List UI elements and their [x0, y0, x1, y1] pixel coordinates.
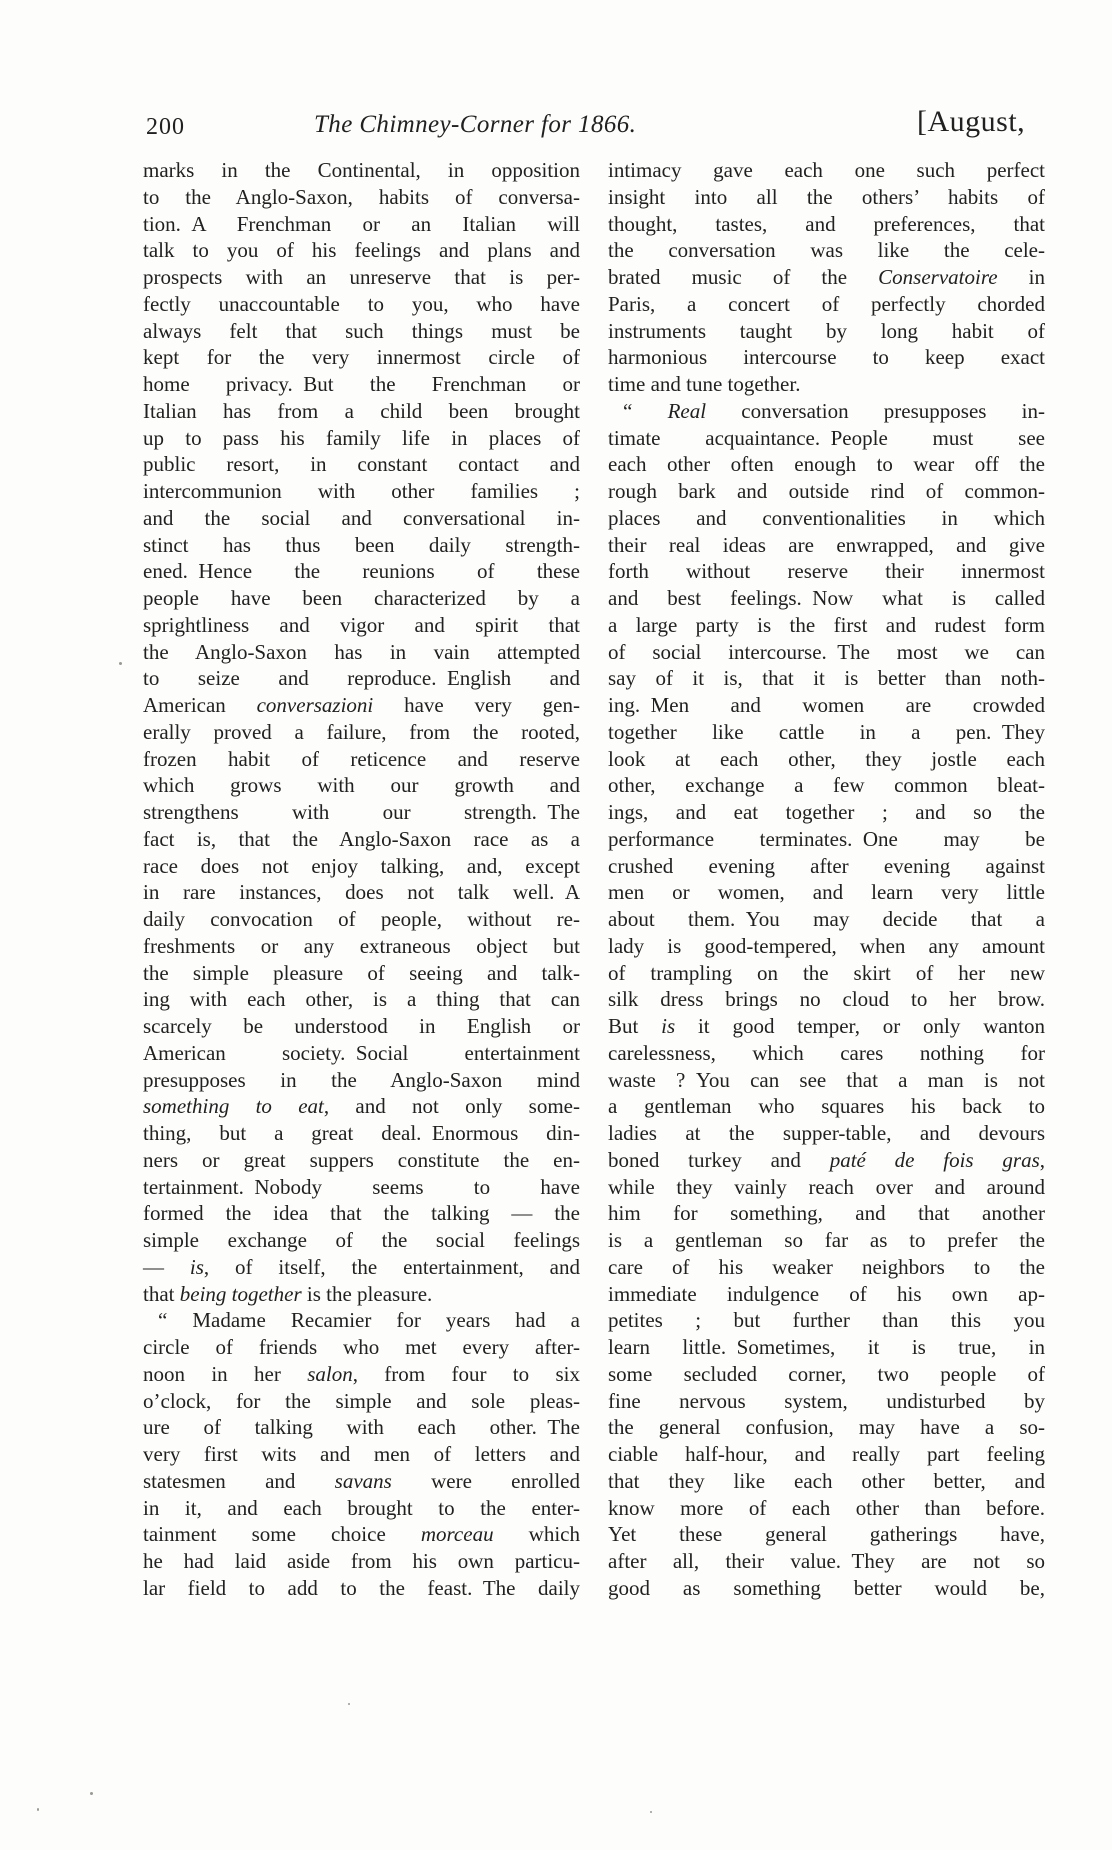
text-line: the Anglo-Saxon has in vain attempted — [143, 639, 580, 664]
text-line: and the social and conversational in- — [143, 505, 580, 530]
text-line: look at each other, they jostle each — [608, 746, 1045, 771]
text-line: people have been characterized by a — [143, 586, 580, 610]
text-line: formed the idea that the talking — the — [143, 1201, 580, 1226]
text-line: places and conventionalities in which — [608, 505, 1045, 530]
text-line: But is it good temper, or only wanton — [608, 1014, 1046, 1038]
text-line: simple exchange of the social feelings — [143, 1228, 580, 1252]
text-line: American society. Social entertainment — [143, 1040, 580, 1065]
text-line: fine nervous system, undisturbed by — [608, 1388, 1045, 1413]
text-line: learn little. Sometimes, it is true, in — [608, 1335, 1045, 1359]
text-line: performance terminates. One may be — [608, 826, 1045, 851]
text-line: that being together is the pleasure. — [143, 1281, 433, 1306]
text-line: some secluded corner, two people of — [608, 1361, 1045, 1386]
text-line: harmonious intercourse to keep exact — [608, 345, 1045, 370]
text-line: the general confusion, may have a so- — [608, 1415, 1045, 1440]
text-line: crushed evening after evening against — [608, 853, 1045, 878]
text-line: daily convocation of people, without re- — [143, 907, 580, 931]
text-line: intimacy gave each one such perfect — [608, 158, 1045, 182]
text-line: boned turkey and paté de fois gras, — [608, 1147, 1045, 1172]
text-line: a large party is the first and rudest form — [608, 612, 1045, 637]
text-line: fectly unaccountable to you, who have — [143, 291, 580, 316]
text-line: thought, tastes, and preferences, that — [608, 211, 1045, 236]
text-line: about them. You may decide that a — [608, 907, 1045, 931]
text-line: in it, and each brought to the enter- — [143, 1495, 580, 1520]
text-line: of social intercourse. The most we can — [608, 639, 1045, 664]
paragraph — [143, 157, 580, 1307]
text-line: very first wits and men of letters and — [143, 1442, 580, 1466]
text-line: kept for the very innermost circle of — [143, 345, 580, 370]
paragraph — [608, 398, 1045, 1602]
text-line: erally proved a failure, from the rooted, — [143, 719, 580, 744]
text-line: “ Real conversation presupposes in- — [623, 398, 1046, 423]
text-line: frozen habit of reticence and reserve — [143, 746, 580, 771]
text-line: fact is, that the Anglo-Saxon race as a — [143, 826, 580, 851]
text-line: circle of friends who met every after- — [143, 1335, 580, 1359]
paragraph — [608, 157, 1045, 398]
text-line: always felt that such things must be — [143, 318, 580, 343]
text-line: lar field to add to the feast. The daily — [143, 1575, 580, 1600]
text-line: something to eat, and not only some- — [143, 1094, 580, 1119]
text-line: carelessness, which cares nothing for — [608, 1040, 1045, 1065]
text-line: sprightliness and vigor and spirit that — [143, 612, 580, 637]
text-line: insight into all the others’ habits of — [608, 184, 1045, 209]
text-line: stinct has thus been daily strength- — [143, 532, 580, 557]
text-line: to the Anglo-Saxon, habits of conversa- — [143, 184, 580, 209]
text-line: tainment some choice morceau which — [143, 1522, 580, 1547]
text-line: men or women, and learn very little — [608, 880, 1045, 905]
text-line: thing, but a great deal. Enormous din- — [143, 1121, 580, 1145]
text-line: marks in the Continental, in opposition — [143, 158, 580, 182]
text-line: a gentleman who squares his back to — [608, 1094, 1045, 1119]
text-line: scarcely be understood in English or — [143, 1014, 580, 1038]
text-line: he had laid aside from his own particu- — [143, 1549, 580, 1573]
text-line: timate acquaintance. People must see — [608, 425, 1045, 450]
text-line: talk to you of his feelings and plans and — [143, 238, 580, 263]
text-line: silk dress brings no cloud to her brow. — [608, 987, 1045, 1012]
text-line: their real ideas are enwrapped, and give — [608, 532, 1045, 557]
text-line: to seize and reproduce. English and — [143, 666, 580, 691]
text-line: and best feelings. Now what is called — [608, 586, 1045, 610]
left-column — [143, 157, 580, 1602]
text-line: noon in her salon, from four to six — [143, 1361, 580, 1386]
text-line: ners or great suppers constitute the en- — [143, 1147, 580, 1172]
scan-speck — [119, 662, 122, 665]
text-line: tion. A Frenchman or an Italian will — [143, 211, 580, 236]
text-line: home privacy. But the Frenchman or — [143, 372, 580, 396]
right-column — [608, 157, 1045, 1602]
text-line: good as something better would be, — [608, 1575, 1045, 1600]
text-line: ing with each other, is a thing that can — [143, 987, 580, 1012]
text-line: race does not enjoy talking, and, except — [143, 853, 580, 878]
text-line: forth without reserve their innermost — [608, 559, 1045, 584]
text-line: while they vainly reach over and around — [608, 1174, 1045, 1199]
text-line: brated music of the Conservatoire in — [608, 265, 1045, 289]
text-line: other, exchange a few common bleat- — [608, 773, 1045, 798]
text-line: the simple pleasure of seeing and talk- — [143, 960, 580, 985]
text-line: rough bark and outside rind of common- — [608, 479, 1045, 503]
text-line: public resort, in constant contact and — [143, 452, 580, 477]
text-line: ladies at the supper-table, and devours — [608, 1121, 1045, 1145]
text-line: is a gentleman so far as to prefer the — [608, 1228, 1045, 1252]
text-line: lady is good-tempered, when any amount — [608, 933, 1045, 958]
text-line: that they like each other better, and — [608, 1468, 1045, 1493]
text-line: Paris, a concert of perfectly chorded — [608, 291, 1045, 316]
text-line: say of it is, that it is better than noth- — [608, 666, 1045, 691]
text-line: o’clock, for the simple and sole pleas- — [143, 1388, 580, 1413]
text-line: time and tune together. — [608, 372, 801, 396]
text-line: — is, of itself, the entertainment, and — [143, 1254, 580, 1279]
text-line: American conversazioni have very gen- — [143, 693, 580, 717]
paragraph — [143, 1307, 580, 1601]
text-line: the conversation was like the cele- — [608, 238, 1045, 263]
text-line: Italian has from a child been brought — [143, 398, 580, 423]
scan-speck — [37, 1808, 39, 1811]
text-line: know more of each other than before. — [608, 1495, 1045, 1520]
text-line: after all, their value. They are not so — [608, 1549, 1045, 1573]
running-title: The Chimney-Corner for 1866. — [314, 111, 637, 138]
scan-speck — [348, 1703, 350, 1705]
text-line: ings, and eat together ; and so the — [608, 800, 1045, 824]
text-line: freshments or any extraneous object but — [143, 933, 580, 958]
text-line: Yet these general gatherings have, — [608, 1522, 1045, 1547]
issue-date: [August, — [917, 105, 1026, 138]
text-line: tertainment. Nobody seems to have — [143, 1174, 580, 1199]
text-line: in rare instances, does not talk well. A — [143, 880, 580, 905]
text-line: intercommunion with other families ; — [143, 479, 580, 503]
text-line: ure of talking with each other. The — [143, 1415, 580, 1440]
scan-speck — [90, 1792, 93, 1795]
text-line: him for something, and that another — [608, 1201, 1045, 1226]
page-number: 200 — [146, 114, 185, 140]
text-line: which grows with our growth and — [143, 773, 580, 798]
text-line: each other often enough to wear off the — [608, 452, 1045, 477]
text-line: statesmen and savans were enrolled — [143, 1468, 580, 1493]
text-line: of trampling on the skirt of her new — [608, 960, 1045, 985]
text-line: prospects with an unreserve that is per- — [143, 265, 580, 289]
text-line: waste ? You can see that a man is not — [608, 1067, 1045, 1092]
text-line: ened. Hence the reunions of these — [143, 559, 580, 584]
text-line: up to pass his family life in places of — [143, 425, 580, 450]
text-line: ciable half-hour, and really part feeling — [608, 1442, 1045, 1466]
text-line: together like cattle in a pen. They — [608, 719, 1045, 744]
text-line: care of his weaker neighbors to the — [608, 1254, 1045, 1279]
text-line: instruments taught by long habit of — [608, 318, 1045, 343]
text-line: “ Madame Recamier for years had a — [158, 1308, 580, 1333]
scan-speck — [650, 1811, 652, 1813]
text-line: ing. Men and women are crowded — [608, 693, 1045, 717]
text-line: presupposes in the Anglo-Saxon mind — [143, 1067, 580, 1092]
text-line: petites ; but further than this you — [608, 1308, 1045, 1333]
text-line: strengthens with our strength. The — [143, 800, 580, 824]
text-line: immediate indulgence of his own ap- — [608, 1281, 1045, 1306]
